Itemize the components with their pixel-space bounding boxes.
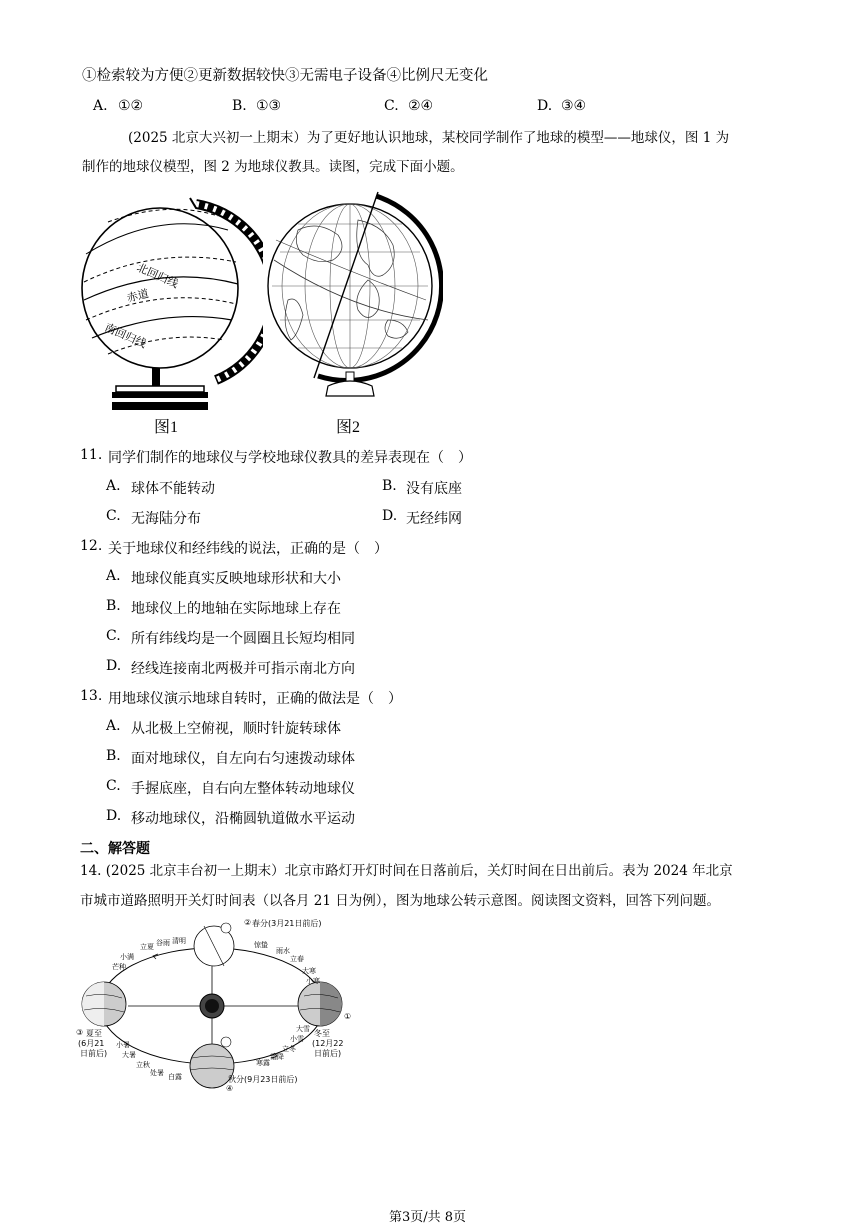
term-label: 霜降 xyxy=(270,1053,284,1061)
earth-revolution-diagram xyxy=(76,916,352,1096)
option-c-text: ②④ xyxy=(408,98,434,114)
orbit-top-label: 春分(3月21日前后) xyxy=(252,919,322,928)
section-2-title: 二、解答题 xyxy=(80,841,150,857)
term-label: 清明 xyxy=(172,937,186,945)
orbit-left-mark: ③ xyxy=(76,1028,84,1037)
q11-option-a-text: 球体不能转动 xyxy=(131,481,215,497)
figure-1 xyxy=(78,190,263,440)
orbit-right-label-1: 冬至 xyxy=(314,1029,330,1038)
q11-option-b-text: 没有底座 xyxy=(406,481,462,497)
q14-line-1: 14. (2025 北京丰台初一上期末）北京市路灯开灯时间在日落前后，关灯时间在日出前后。表为 2024 年北京 xyxy=(80,863,733,879)
q11-option-d-letter: D. xyxy=(382,508,398,524)
term-label: 大寒 xyxy=(302,967,316,975)
figure-2 xyxy=(258,190,443,440)
option-d-letter: D. xyxy=(537,98,553,114)
q14-line-2: 市城市道路照明开关灯时间表（以各月 21 日为例），图为地球公转示意图。阅读图文资料，回答下列问题。 xyxy=(80,893,721,909)
q13-option-c-letter: C. xyxy=(106,778,121,794)
option-a-text: ①② xyxy=(118,98,144,114)
term-label: 寒露 xyxy=(256,1059,270,1067)
q12-option-a-letter: A. xyxy=(106,568,121,584)
term-label: 芒种 xyxy=(112,963,126,971)
orbit-left-label-3: 日前后) xyxy=(80,1049,108,1058)
term-label: 大雪 xyxy=(296,1025,310,1033)
q11-option-d-text: 无经纬网 xyxy=(406,511,462,527)
q13-option-a-letter: A. xyxy=(106,718,121,734)
q12-option-d-text: 经线连接南北两极并可指示南北方向 xyxy=(131,661,355,677)
figure-2-caption: 图2 xyxy=(336,419,361,436)
option-d-text: ③④ xyxy=(561,98,587,114)
page-footer: 第3页/共 8页 xyxy=(389,1210,467,1225)
label-tropic-of-capricorn: 南回归线 xyxy=(102,320,149,351)
q13-option-c-text: 手握底座，自右向左整体转动地球仪 xyxy=(131,781,355,797)
q12-stem: 关于地球仪和经纬线的说法，正确的是（ ） xyxy=(108,541,388,557)
term-label: 小寒 xyxy=(306,977,320,985)
term-label: 小暑 xyxy=(116,1041,130,1049)
q11-option-c-letter: C. xyxy=(106,508,121,524)
earth-right xyxy=(298,982,342,1026)
earth-left xyxy=(82,982,126,1026)
option-a-letter: A. xyxy=(93,98,108,114)
label-tropic-of-cancer: 北回归线 xyxy=(134,260,181,291)
q12-option-b-text: 地球仪上的地轴在实际地球上存在 xyxy=(131,601,341,617)
orbit-left-label-1: 夏至 xyxy=(86,1029,102,1038)
prev-question-statement: ①检索较为方便②更新数据较快③无需电子设备④比例尺无变化 xyxy=(82,68,488,84)
term-label: 立冬 xyxy=(282,1045,296,1053)
figure-1-caption: 图1 xyxy=(154,419,179,436)
orbit-right-label-3: 日前后) xyxy=(314,1049,342,1058)
option-b-text: ①③ xyxy=(256,98,282,114)
q11-option-c-text: 无海陆分布 xyxy=(131,511,201,527)
term-label: 小满 xyxy=(120,953,134,961)
q12-number: 12. xyxy=(80,538,103,554)
q13-option-d-text: 移动地球仪，沿椭圆轨道做水平运动 xyxy=(131,811,355,827)
intro-line-2: 制作的地球仪模型，图 2 为地球仪教具。读图，完成下面小题。 xyxy=(82,159,464,175)
q13-option-b-text: 面对地球仪，自左向右匀速拨动球体 xyxy=(131,751,355,767)
q13-number: 13. xyxy=(80,688,103,704)
q13-stem: 用地球仪演示地球自转时，正确的做法是（ ） xyxy=(108,691,402,707)
q12-option-c-letter: C. xyxy=(106,628,121,644)
term-label: 雨水 xyxy=(276,947,290,955)
term-label: 处暑 xyxy=(150,1069,164,1077)
intro-line-1: (2025 北京大兴初一上期末）为了更好地认识地球，某校同学制作了地球的模型——地球仪，图 1 为 xyxy=(128,130,730,146)
q12-option-c-text: 所有纬线均是一个圆圈且长短均相同 xyxy=(131,631,355,647)
term-label: 白露 xyxy=(168,1073,182,1081)
orbit-right-label-2: (12月22 xyxy=(312,1039,344,1048)
q11-option-b-letter: B. xyxy=(382,478,397,494)
term-label: 立夏 xyxy=(140,943,154,951)
term-label: 小雪 xyxy=(290,1035,304,1043)
term-label: 大暑 xyxy=(122,1051,136,1059)
orbit-bottom-label: 秋分(9月23日前后) xyxy=(228,1075,298,1084)
label-equator: 赤道 xyxy=(125,286,151,305)
orbit-top-mark: ② xyxy=(244,918,252,927)
option-c-letter: C. xyxy=(384,98,399,114)
q12-option-d-letter: D. xyxy=(106,658,122,674)
term-label: 谷雨 xyxy=(156,939,170,947)
q13-option-b-letter: B. xyxy=(106,748,121,764)
term-label: 立春 xyxy=(290,955,304,963)
q13-option-d-letter: D. xyxy=(106,808,122,824)
q11-number: 11. xyxy=(80,447,103,463)
school-globe-illustration xyxy=(258,190,443,440)
q12-option-a-text: 地球仪能真实反映地球形状和大小 xyxy=(131,571,341,587)
option-b-letter: B. xyxy=(232,98,247,114)
q11-stem: 同学们制作的地球仪与学校地球仪教具的差异表现在（ ） xyxy=(108,450,472,466)
q12-option-b-letter: B. xyxy=(106,598,121,614)
q13-option-a-text: 从北极上空俯视，顺时针旋转球体 xyxy=(131,721,341,737)
globe-model-illustration xyxy=(78,190,263,440)
term-label: 立秋 xyxy=(136,1061,150,1069)
q11-option-a-letter: A. xyxy=(106,478,121,494)
term-label: 惊蛰 xyxy=(254,941,268,949)
earth-top xyxy=(194,923,234,966)
orbit-right-mark: ① xyxy=(344,1012,352,1021)
orbit-figure xyxy=(76,916,352,1096)
orbit-left-label-2: (6月21 xyxy=(78,1039,105,1048)
orbit-bottom-mark: ④ xyxy=(226,1084,234,1093)
